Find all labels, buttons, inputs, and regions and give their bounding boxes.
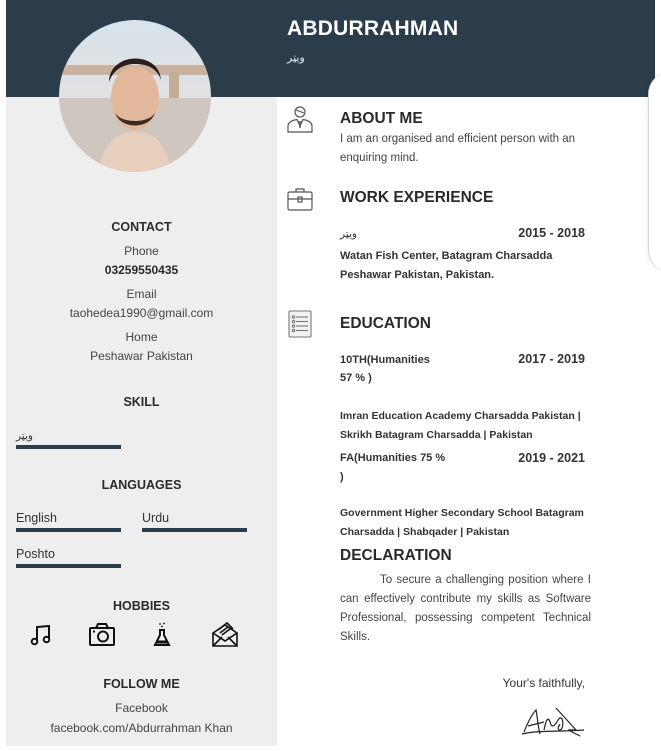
skill-title: SKILL: [123, 395, 160, 409]
social-link[interactable]: facebook.com/Abdurrahman Khan: [50, 721, 233, 735]
email-label: Email: [126, 287, 157, 301]
contact-title: CONTACT: [111, 220, 172, 234]
signature: [518, 700, 588, 740]
social-network: Facebook: [115, 701, 168, 715]
language-urdu: Urdu: [142, 511, 170, 525]
person-icon: [285, 104, 315, 134]
candidate-name: ABDURRAHMAN: [287, 17, 459, 40]
edu1-degree-line1: 10TH(Humanities: [340, 354, 430, 366]
edu2-years: 2019 - 2021: [518, 451, 585, 465]
closing-text: Your's faithfully,: [502, 676, 585, 690]
skill-label: ویټر: [16, 430, 33, 442]
language-poshto: Poshto: [16, 547, 55, 561]
home-value: Peshawar Pakistan: [90, 349, 193, 363]
overlay-panel-edge: [648, 72, 661, 272]
follow-title: FOLLOW ME: [103, 677, 180, 691]
work-role: ویټر: [340, 228, 357, 240]
edu2-degree-line2: ): [340, 471, 344, 483]
phone-value: 03259550435: [104, 263, 179, 277]
mail-icon: [211, 621, 239, 649]
skill-bar: [16, 445, 121, 449]
email-value: taohedea1990@gmail.com: [69, 306, 214, 320]
phone-label: Phone: [124, 244, 159, 258]
edu1-degree-line2: 57 % ): [340, 372, 372, 384]
education-title: EDUCATION: [340, 315, 431, 332]
languages-title: LANGUAGES: [101, 478, 182, 492]
language-english: English: [16, 511, 57, 525]
edu2-institute: Government Higher Secondary School Batagram Charsadda | Shabqader | Pakistan: [340, 507, 584, 538]
language-urdu-bar: [142, 528, 247, 532]
resume-page: [6, 0, 655, 751]
language-poshto-bar: [16, 564, 121, 568]
edu2-degree-line1: FA(Humanities 75 %: [340, 452, 446, 464]
work-place: Watan Fish Center, Batagram Charsadda Peshawar Pakistan, Pakistan.: [340, 250, 553, 281]
avatar: [59, 20, 211, 172]
hobbies-title: HOBBIES: [113, 599, 170, 613]
briefcase-icon: [285, 184, 315, 214]
declaration-text: To secure a challenging position where I can effectively contribute my skills as Software Professional, possessing competent Technical Skills.: [340, 574, 591, 643]
work-years: 2015 - 2018: [518, 226, 585, 240]
edu1-years: 2017 - 2019: [518, 352, 585, 366]
edu1-institute: Imran Education Academy Charsadda Pakistan | Skrikh Batagram Charsadda | Pakistan: [340, 410, 581, 441]
language-english-bar: [16, 528, 121, 532]
candidate-title: ویټر: [287, 51, 305, 64]
about-title: ABOUT ME: [340, 110, 423, 127]
document-list-icon: [285, 309, 315, 339]
declaration-title: DECLARATION: [340, 547, 452, 564]
music-icon: [28, 621, 56, 649]
home-label: Home: [125, 330, 158, 344]
work-title: WORK EXPERIENCE: [340, 189, 494, 206]
sidebar: [6, 97, 277, 746]
camera-icon: [88, 621, 116, 649]
about-text: I am an organised and efficient person with an enquiring mind.: [340, 133, 576, 164]
science-flask-icon: [148, 621, 176, 649]
